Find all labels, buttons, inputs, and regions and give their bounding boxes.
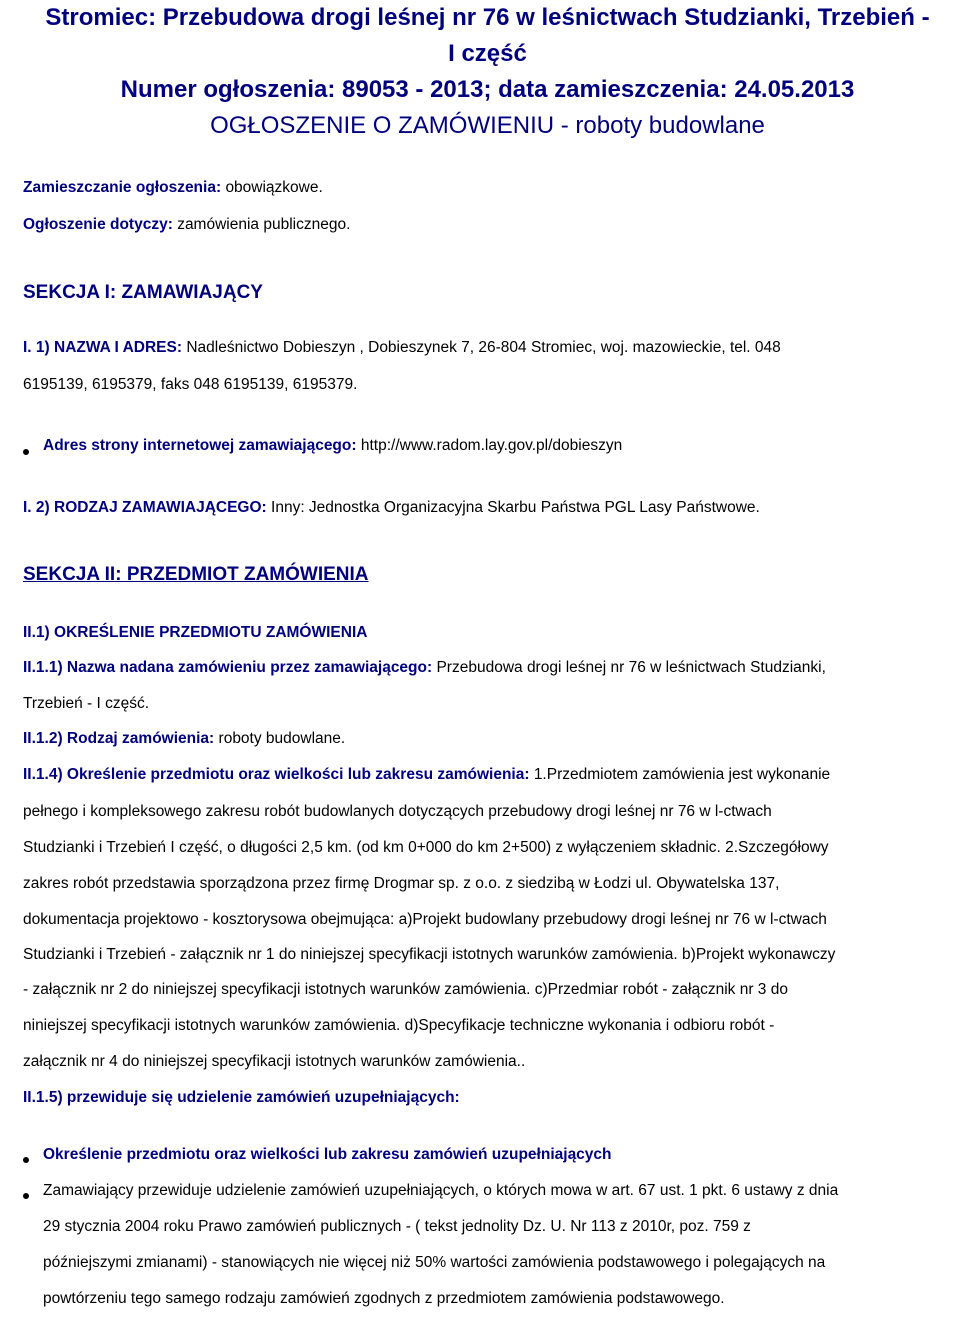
contracting-name-label: I. 1) NAZWA I ADRES: xyxy=(23,339,183,356)
scope-line-8: załącznik nr 4 do niniejszej specyfikacji istotnych warunków zamówienia.. xyxy=(23,1053,526,1070)
scope-line-3: zakres robót przedstawia sporządzona przez firmę Drogmar sp. z o.o. z siedzibą w Łodzi ul. Obywatelska 137, xyxy=(23,875,780,892)
contracting-name-value-1: Nadleśnictwo Dobieszyn , Dobieszynek 7, 26-804 Stromiec, woj. mazowieckie, tel. 048 xyxy=(186,339,781,356)
order-kind-value: roboty budowlane. xyxy=(218,730,346,747)
title-line-2: I część xyxy=(448,40,527,67)
placement-row xyxy=(23,170,952,206)
bullet-icon xyxy=(23,1193,29,1199)
scope-line-4: dokumentacja projektowo - kosztorysowa obejmująca: a)Projekt budowlany przebudowy drogi leśnej nr 76 w l-ctwach xyxy=(23,911,827,928)
bullet-2-line-2: późniejszymi zmianami) - stanowiących nie więcej niż 50% wartości zamówienia podstawowego i polegających na xyxy=(43,1254,826,1271)
scope-line-0: 1.Przedmiotem zamówienia jest wykonanie xyxy=(533,766,831,783)
supplementary-bullet-2-line-3 xyxy=(43,1281,952,1317)
bullet-2-line-0: Zamawiający przewiduje udzielenie zamówień uzupełniających, o których mowa w art. 67 ust. 1 pkt. 6 ustawy z dnia xyxy=(43,1182,839,1199)
notice-title xyxy=(23,0,952,108)
scope-line-7: niniejszej specyfikacji istotnych warunków zamówienia. d)Specyfikacje techniczne wykonania i odbioru robót - xyxy=(23,1017,775,1034)
order-name-label: II.1.1) Nazwa nadana zamówieniu przez zamawiającego: xyxy=(23,659,433,676)
concerns-label: Ogłoszenie dotyczy: xyxy=(23,216,173,233)
title-line-3: Numer ogłoszenia: 89053 - 2013; data zamieszczenia: 24.05.2013 xyxy=(120,76,855,103)
website-link[interactable]: http://www.radom.lay.gov.pl/dobieszyn xyxy=(360,437,623,454)
section-2-subheading: II.1) OKREŚLENIE PRZEDMIOTU ZAMÓWIENIA xyxy=(23,624,368,641)
bullet-icon xyxy=(23,449,29,455)
placement-value: obowiązkowe. xyxy=(225,179,323,196)
scope-row-7 xyxy=(23,1008,952,1044)
contracting-name-row-2 xyxy=(23,367,952,403)
concerns-value: zamówienia publicznego. xyxy=(177,216,351,233)
section-1-heading: SEKCJA I: ZAMAWIAJĄCY xyxy=(23,282,263,303)
supplementary-bullet-1: Określenie przedmiotu oraz wielkości lub zakresu zamówień uzupełniających xyxy=(43,1146,612,1163)
order-kind-row xyxy=(23,721,952,757)
order-name-value-1: Przebudowa drogi leśnej nr 76 w leśnictwach Studzianki, xyxy=(436,659,826,676)
title-line-1: Stromiec: Przebudowa drogi leśnej nr 76 w leśnictwach Studzianki, Trzebień - xyxy=(45,4,930,31)
supplementary-bullet-2-line-2 xyxy=(43,1245,952,1281)
notice-subtitle: OGŁOSZENIE O ZAMÓWIENIU - roboty budowlane xyxy=(210,112,765,139)
contracting-name-row xyxy=(23,330,952,366)
supplementary-bullet-2-line-0 xyxy=(43,1173,952,1209)
supplementary-label: II.1.5) przewiduje się udzielenie zamówień uzupełniających: xyxy=(23,1089,460,1106)
scope-row-4 xyxy=(23,902,952,938)
contracting-type-label: I. 2) RODZAJ ZAMAWIAJĄCEGO: xyxy=(23,499,267,516)
scope-row-2 xyxy=(23,830,952,866)
website-row xyxy=(43,428,952,464)
order-name-value-2: Trzebień - I część. xyxy=(23,695,150,712)
order-kind-label: II.1.2) Rodzaj zamówienia: xyxy=(23,730,215,747)
section-2-heading: SEKCJA II: PRZEDMIOT ZAMÓWIENIA xyxy=(23,564,369,585)
scope-row-6 xyxy=(23,972,952,1008)
scope-line-2: Studzianki i Trzebień I część, o długości 2,5 km. (od km 0+000 do km 2+500) z wyłączeniem składnic. 2.Szczegółowy xyxy=(23,839,829,856)
scope-row-3 xyxy=(23,866,952,902)
concerns-row xyxy=(23,207,952,243)
scope-row-5 xyxy=(23,937,952,973)
placement-label: Zamieszczanie ogłoszenia: xyxy=(23,179,222,196)
bullet-icon xyxy=(23,1157,29,1163)
scope-row xyxy=(23,757,952,793)
order-name-row xyxy=(23,650,952,686)
scope-line-1: pełnego i kompleksowego zakresu robót budowlanych dotyczących przebudowy drogi leśnej nr 76 w l-ctwach xyxy=(23,803,772,820)
order-name-row-2 xyxy=(23,686,952,722)
website-label: Adres strony internetowej zamawiającego: xyxy=(43,437,357,454)
scope-row-8 xyxy=(23,1044,952,1080)
scope-label: II.1.4) Określenie przedmiotu oraz wielkości lub zakresu zamówienia: xyxy=(23,766,530,783)
bullet-2-line-1: 29 stycznia 2004 roku Prawo zamówień publicznych - ( tekst jednolity Dz. U. Nr 113 z 2010r, poz. 759 z xyxy=(43,1218,751,1235)
contracting-name-value-2: 6195139, 6195379, faks 048 6195139, 6195379. xyxy=(23,376,358,393)
scope-line-6: - załącznik nr 2 do niniejszej specyfikacji istotnych warunków zamówienia. c)Przedmiar robót - załącznik nr 3 do xyxy=(23,981,788,998)
supplementary-bullet-2-line-1 xyxy=(43,1209,952,1245)
scope-line-5: Studzianki i Trzebień - załącznik nr 1 do niniejszej specyfikacji istotnych warunków zamówienia. b)Projekt wykonawczy xyxy=(23,946,836,963)
contracting-type-row xyxy=(23,490,952,526)
scope-row-1 xyxy=(23,794,952,830)
contracting-type-value: Inny: Jednostka Organizacyjna Skarbu Państwa PGL Lasy Państwowe. xyxy=(271,499,760,516)
bullet-2-line-3: powtórzeniu tego samego rodzaju zamówień zgodnych z przedmiotem zamówienia podstawowego. xyxy=(43,1290,725,1307)
